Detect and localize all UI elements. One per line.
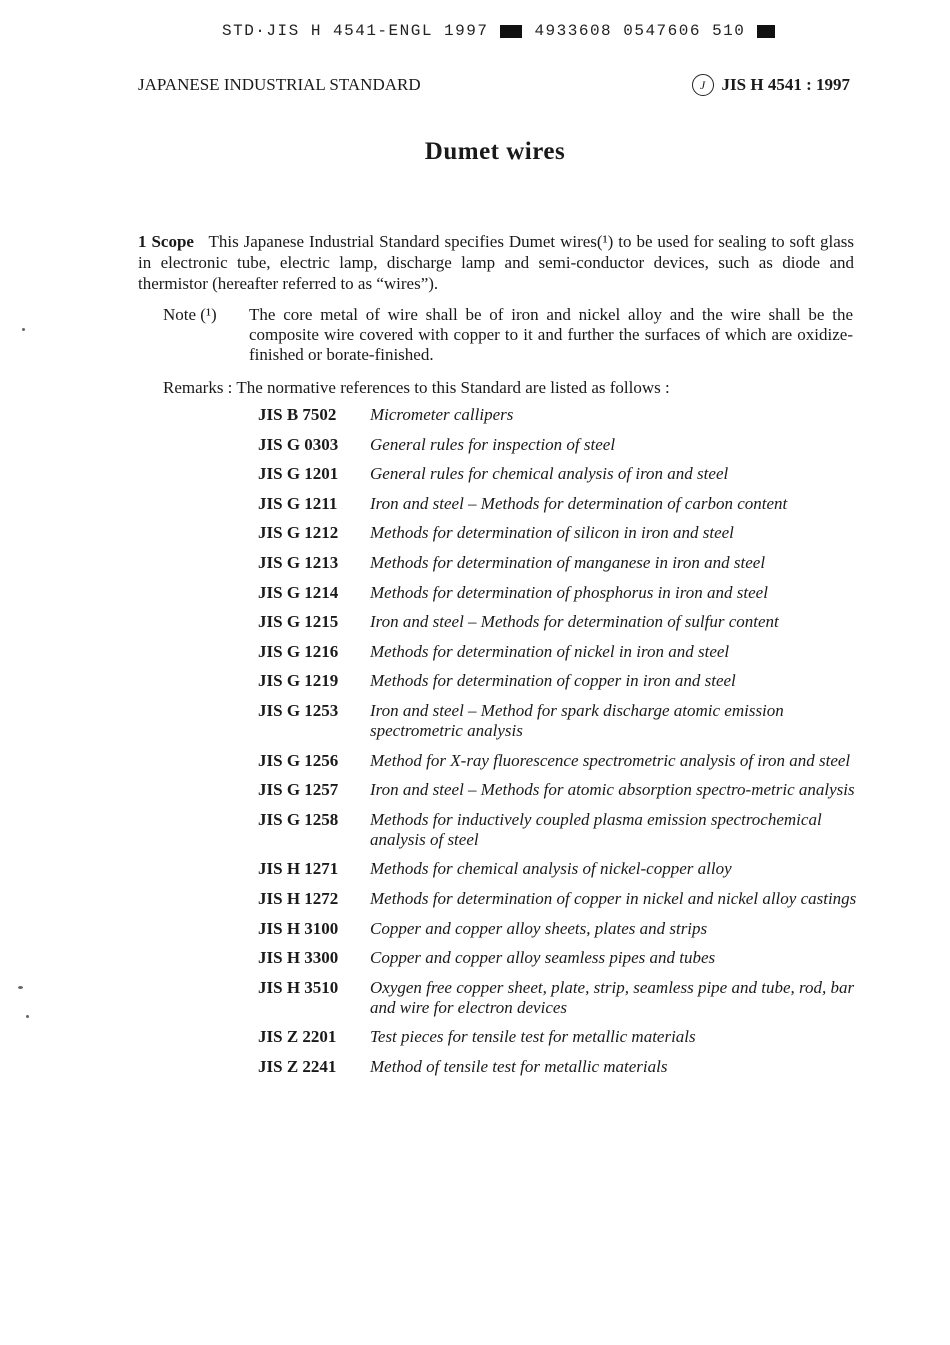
- reference-item: [258, 948, 858, 968]
- reference-title: Methods for determination of silicon in iron and steel: [370, 523, 734, 543]
- reference-item: [258, 978, 858, 1018]
- reference-item: [258, 919, 858, 939]
- reference-title: Micrometer callipers: [370, 405, 514, 424]
- reference-item: [258, 810, 858, 850]
- reference-code: JIS H 1272: [258, 888, 339, 908]
- reference-item: [258, 464, 858, 484]
- reference-strip-mid: 4933608 0547606 510: [534, 22, 746, 40]
- reference-title: Methods for determination of nickel in iron and steel: [370, 641, 730, 661]
- note-block: [163, 305, 853, 365]
- reference-item: [258, 671, 858, 691]
- reference-title: Oxygen free copper sheet, plate, strip, seamless pipe and tube, rod, bar and wire for electron devices: [370, 977, 855, 1017]
- note-label: Note (¹): [163, 305, 217, 324]
- reference-title: Test pieces for tensile test for metallic materials: [370, 1027, 696, 1047]
- page-title: Dumet wires: [424, 138, 566, 165]
- reference-code: JIS H 3100: [258, 918, 339, 938]
- reference-title: Methods for determination of copper in nickel and nickel alloy castings: [370, 888, 857, 908]
- reference-title: General rules for chemical analysis of iron and steel: [370, 464, 729, 484]
- reference-code: JIS H 3300: [258, 948, 339, 968]
- reference-code: JIS G 1256: [258, 750, 339, 770]
- reference-title: Methods for determination of phosphorus in iron and steel: [370, 582, 768, 602]
- reference-title: Iron and steel – Methods for atomic absorption spectro-metric analysis: [370, 780, 855, 800]
- reference-title: Methods for determination of manganese in iron and steel: [370, 552, 766, 572]
- reference-item: [258, 889, 858, 909]
- reference-title: Copper and copper alloy sheets, plates and strips: [370, 918, 708, 938]
- reference-title: Iron and steel – Method for spark discharge atomic emission spectrometric analysis: [370, 700, 784, 740]
- reference-item: [258, 701, 858, 741]
- reference-code: JIS G 1212: [258, 523, 339, 543]
- barcode-block: [500, 25, 522, 38]
- reference-title: Methods for inductively coupled plasma emission spectrochemical analysis of steel: [370, 809, 822, 849]
- scan-speck: [22, 328, 25, 331]
- standard-number: JIS H 4541 : 1997: [721, 75, 850, 94]
- reference-item: [258, 612, 858, 632]
- scope-heading: 1 Scope: [138, 232, 194, 251]
- reference-code: JIS G 1216: [258, 641, 339, 661]
- reference-title: Iron and steel – Methods for determination of carbon content: [370, 493, 788, 513]
- reference-code: JIS G 1213: [258, 552, 339, 572]
- reference-code: JIS G 1214: [258, 582, 339, 602]
- reference-code: JIS B 7502: [258, 405, 337, 424]
- remarks-line: Remarks : The normative references to this Standard are listed as follows :: [163, 378, 670, 397]
- reference-code: JIS H 1271: [258, 859, 339, 879]
- reference-item: [258, 494, 858, 514]
- reference-item: [258, 583, 858, 603]
- reference-title: Iron and steel – Methods for determination of sulfur content: [370, 612, 779, 632]
- normative-references-list: [258, 405, 858, 1086]
- jis-mark-icon: J: [692, 74, 714, 96]
- reference-item: [258, 1027, 858, 1047]
- reference-code: JIS G 1253: [258, 700, 339, 720]
- reference-title: Method for X-ray fluorescence spectrometric analysis of iron and steel: [370, 750, 851, 770]
- reference-title: Method of tensile test for metallic materials: [370, 1056, 668, 1076]
- reference-code: JIS G 1258: [258, 809, 339, 829]
- barcode-block: [757, 25, 775, 38]
- reference-code: JIS Z 2201: [258, 1027, 337, 1047]
- reference-item: [258, 405, 858, 425]
- scan-speck: [18, 986, 23, 989]
- reference-code: JIS G 1201: [258, 464, 339, 484]
- reference-code: JIS G 0303: [258, 434, 339, 454]
- reference-code: JIS G 1215: [258, 612, 339, 632]
- standard-body-label: JAPANESE INDUSTRIAL STANDARD: [138, 75, 421, 94]
- reference-item: [258, 780, 858, 800]
- reference-code: JIS G 1257: [258, 780, 339, 800]
- reference-item: [258, 1057, 858, 1077]
- reference-item: [258, 859, 858, 879]
- reference-title: General rules for inspection of steel: [370, 434, 616, 454]
- page-header: [138, 74, 850, 96]
- reference-item: [258, 751, 858, 771]
- reference-item: [258, 642, 858, 662]
- document-reference-strip: [222, 22, 775, 40]
- note-text: The core metal of wire shall be of iron and nickel alloy and the wire shall be the composite wire covered with copper to it and further the surfaces of which are oxidize-finished or borate-finished.: [249, 305, 853, 364]
- reference-title: Copper and copper alloy seamless pipes and tubes: [370, 948, 716, 968]
- reference-title: Methods for determination of copper in iron and steel: [370, 671, 736, 691]
- reference-title: Methods for chemical analysis of nickel-copper alloy: [370, 859, 732, 879]
- scan-speck: [26, 1015, 29, 1018]
- standard-identifier: [692, 74, 850, 96]
- reference-code: JIS H 3510: [258, 977, 339, 997]
- reference-strip-left: STD·JIS H 4541-ENGL 1997: [222, 22, 489, 40]
- scope-text: This Japanese Industrial Standard specifies Dumet wires(¹) to be used for sealing to soft glass in electronic tube, electric lamp, discharge lamp and semi-conductor devices, such as diode and thermistor (hereafter referred to as “wires”).: [138, 232, 855, 293]
- reference-code: JIS G 1211: [258, 493, 338, 513]
- reference-code: JIS G 1219: [258, 671, 339, 691]
- reference-code: JIS Z 2241: [258, 1056, 337, 1076]
- reference-item: [258, 523, 858, 543]
- reference-item: [258, 553, 858, 573]
- scope-section: [138, 231, 854, 294]
- reference-item: [258, 435, 858, 455]
